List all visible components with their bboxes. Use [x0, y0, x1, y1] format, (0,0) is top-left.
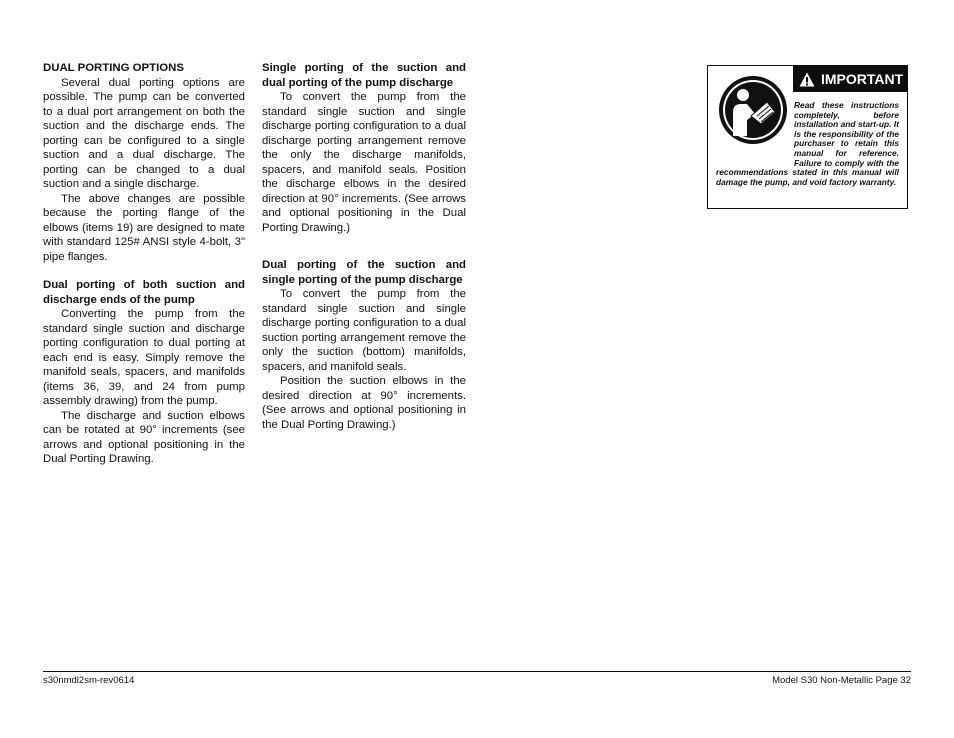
paragraph: To convert the pump from the standard single suction and single discharge porting configuration to a dual suction porting arrangement remove the only the suction (bottom) manifolds, spacers, and manifold seals. [262, 288, 466, 373]
left-column [43, 61, 245, 467]
important-header [793, 66, 907, 92]
important-title: IMPORTANT [821, 71, 904, 87]
paragraph: Converting the pump from the standard single suction and discharge porting configuration to dual porting at each end is easy. Simply remove the manifold seals, spacers, and manifolds (items 36, 39, and 24 from pump assembly drawing) from the pump. [43, 308, 245, 407]
paragraph: The above changes are possible because the porting flange of the elbows (items 19) are designed to mate with standard 125# ANSI style 4-bolt, 3" pipe flanges. [43, 192, 245, 263]
footer-document-code: s30nmdl2sm-rev0614 [43, 675, 135, 686]
important-body: Read these instructions completely, before installation and start-up. It is the responsibility of the purchaser to retain this manual for reference. Failure to comply with the recommendations stated in this manual will damage the pump, and void factory warranty. [716, 100, 899, 187]
section-heading-both-ends: Dual porting of both suction and discharge ends of the pump [43, 279, 245, 306]
footer-page-label: Model S30 Non-Metallic Page 32 [772, 675, 911, 686]
section-heading-single-suction-dual-discharge: Single porting of the suction and dual porting of the pump discharge [262, 62, 466, 89]
paragraph: To convert the pump from the standard single suction and single discharge porting configuration to a dual discharge porting arrangement remove the only the discharge manifolds, spacers, and manifold seals. Position the discharge elbows in the desired direction at 90° increments. (See arrows and optional positioning in the Dual Porting Drawing.) [262, 91, 466, 234]
footer-divider [43, 671, 911, 672]
important-notice-box [707, 65, 908, 209]
paragraph: Position the suction elbows in the desired direction at 90° increments. (See arrows and optional positioning in the Dual Porting Drawing.) [262, 375, 466, 431]
important-notice-text [716, 101, 899, 187]
section-heading-dual-suction-single-discharge: Dual porting of the suction and single porting of the pump discharge [262, 259, 466, 286]
warning-triangle-icon [799, 72, 815, 87]
section-heading-dual-porting-options: DUAL PORTING OPTIONS [43, 62, 184, 74]
middle-column [262, 61, 466, 432]
paragraph: Several dual porting options are possible. The pump can be converted to a dual port arrangement on both the suction and the discharge ends. The porting can be configured to a single suction and a dual discharge. The porting can be changed to a dual suction and a single discharge. [43, 76, 245, 190]
paragraph: The discharge and suction elbows can be rotated at 90° increments (see arrows and optional positioning in the Dual Porting Drawing. [43, 409, 245, 465]
